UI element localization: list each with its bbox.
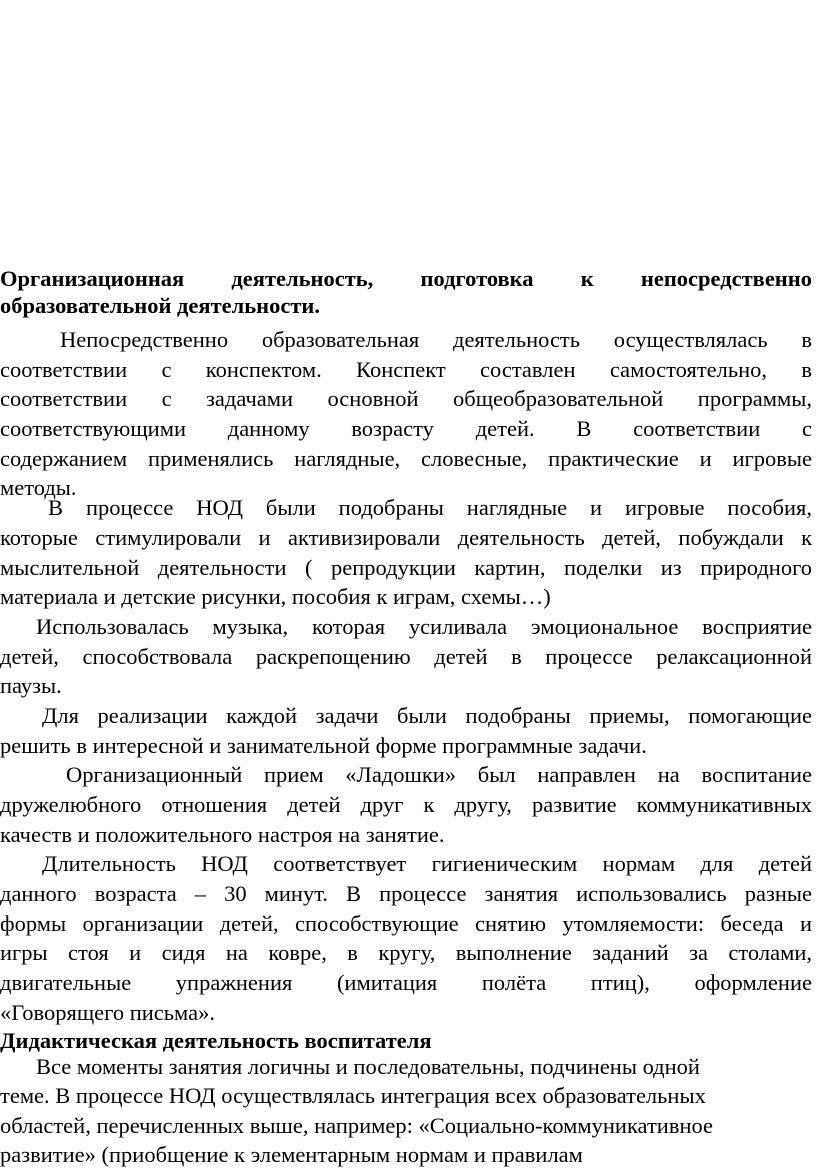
paragraph-6-line-6: «Говорящего письма». <box>0 1000 215 1025</box>
paragraph-1-line-2: соответствии с конспектом. Конспект составлен самостоятельно, в <box>0 357 812 382</box>
paragraph-5-line-3: качеств и положительного настроя на занятие. <box>0 822 445 847</box>
section-2-line-3: областей, перечисленных выше, например: «Социально-коммуникативное <box>0 1113 714 1138</box>
paragraph-6-line-4: игры стоя и сидя на ковре, в кругу, выполнение заданий за столами, <box>0 940 812 965</box>
paragraph-3-line-3: паузы. <box>0 673 62 698</box>
paragraph-2-line-1: В процессе НОД были подобраны наглядные и игровые пособия, <box>48 495 812 520</box>
paragraph-6-line-5: двигательные упражнения (имитация полёта птиц), оформление <box>0 970 812 995</box>
paragraph-2-line-3: мыслительной деятельности ( репродукции картин, поделки из природного <box>0 555 812 580</box>
paragraph-6-line-3: формы организации детей, способствующие снятию утомляемости: беседа и <box>0 911 812 936</box>
paragraph-1-line-4: соответствующими данному возрасту детей. В соответствии с <box>0 416 812 441</box>
paragraph-2-line-4: материала и детские рисунки, пособия к играм, схемы…) <box>0 584 551 609</box>
paragraph-6-line-2: данного возраста – 30 минут. В процессе занятия использовались разные <box>0 881 812 906</box>
section-heading-line-1: Организационная деятельность, подготовка к непосредственно <box>0 266 812 291</box>
section-heading-line-2: образовательной деятельности. <box>0 293 320 318</box>
paragraph-5-line-1: Организационный прием «Ладошки» был направлен на воспитание <box>66 762 812 787</box>
paragraph-5-line-2: дружелюбного отношения детей друг к другу, развитие коммуникативных <box>0 792 812 817</box>
paragraph-2-line-2: которые стимулировали и активизировали деятельность детей, побуждали к <box>0 525 812 550</box>
paragraph-3-line-2: детей, способствовала раскрепощению детей в процессе релаксационной <box>0 644 812 669</box>
section-2-heading: Дидактическая деятельность воспитателя <box>0 1028 432 1053</box>
paragraph-1-line-5: содержанием применялись наглядные, словесные, практические и игровые <box>0 446 812 471</box>
paragraph-1-line-6: методы. <box>0 475 77 500</box>
section-2-line-1: Все моменты занятия логичны и последовательны, подчинены одной <box>36 1054 700 1079</box>
paragraph-3-line-1: Использовалась музыка, которая усиливала эмоциональное восприятие <box>36 614 812 639</box>
paragraph-1-line-1: Непосредственно образовательная деятельность осуществлялась в <box>60 327 812 352</box>
section-2-line-4: развитие» (приобщение к элементарным нормам и правилам <box>0 1142 583 1167</box>
paragraph-4-line-1: Для реализации каждой задачи были подобраны приемы, помогающие <box>42 703 812 728</box>
paragraph-1-line-3: соответствии с задачами основной общеобразовательной программы, <box>0 386 812 411</box>
section-2-line-2: теме. В процессе НОД осуществлялась интеграция всех образовательных <box>0 1083 706 1108</box>
paragraph-4-line-2: решить в интересной и занимательной форме программные задачи. <box>0 733 647 758</box>
paragraph-6-line-1: Длительность НОД соответствует гигиеническим нормам для детей <box>42 851 812 876</box>
